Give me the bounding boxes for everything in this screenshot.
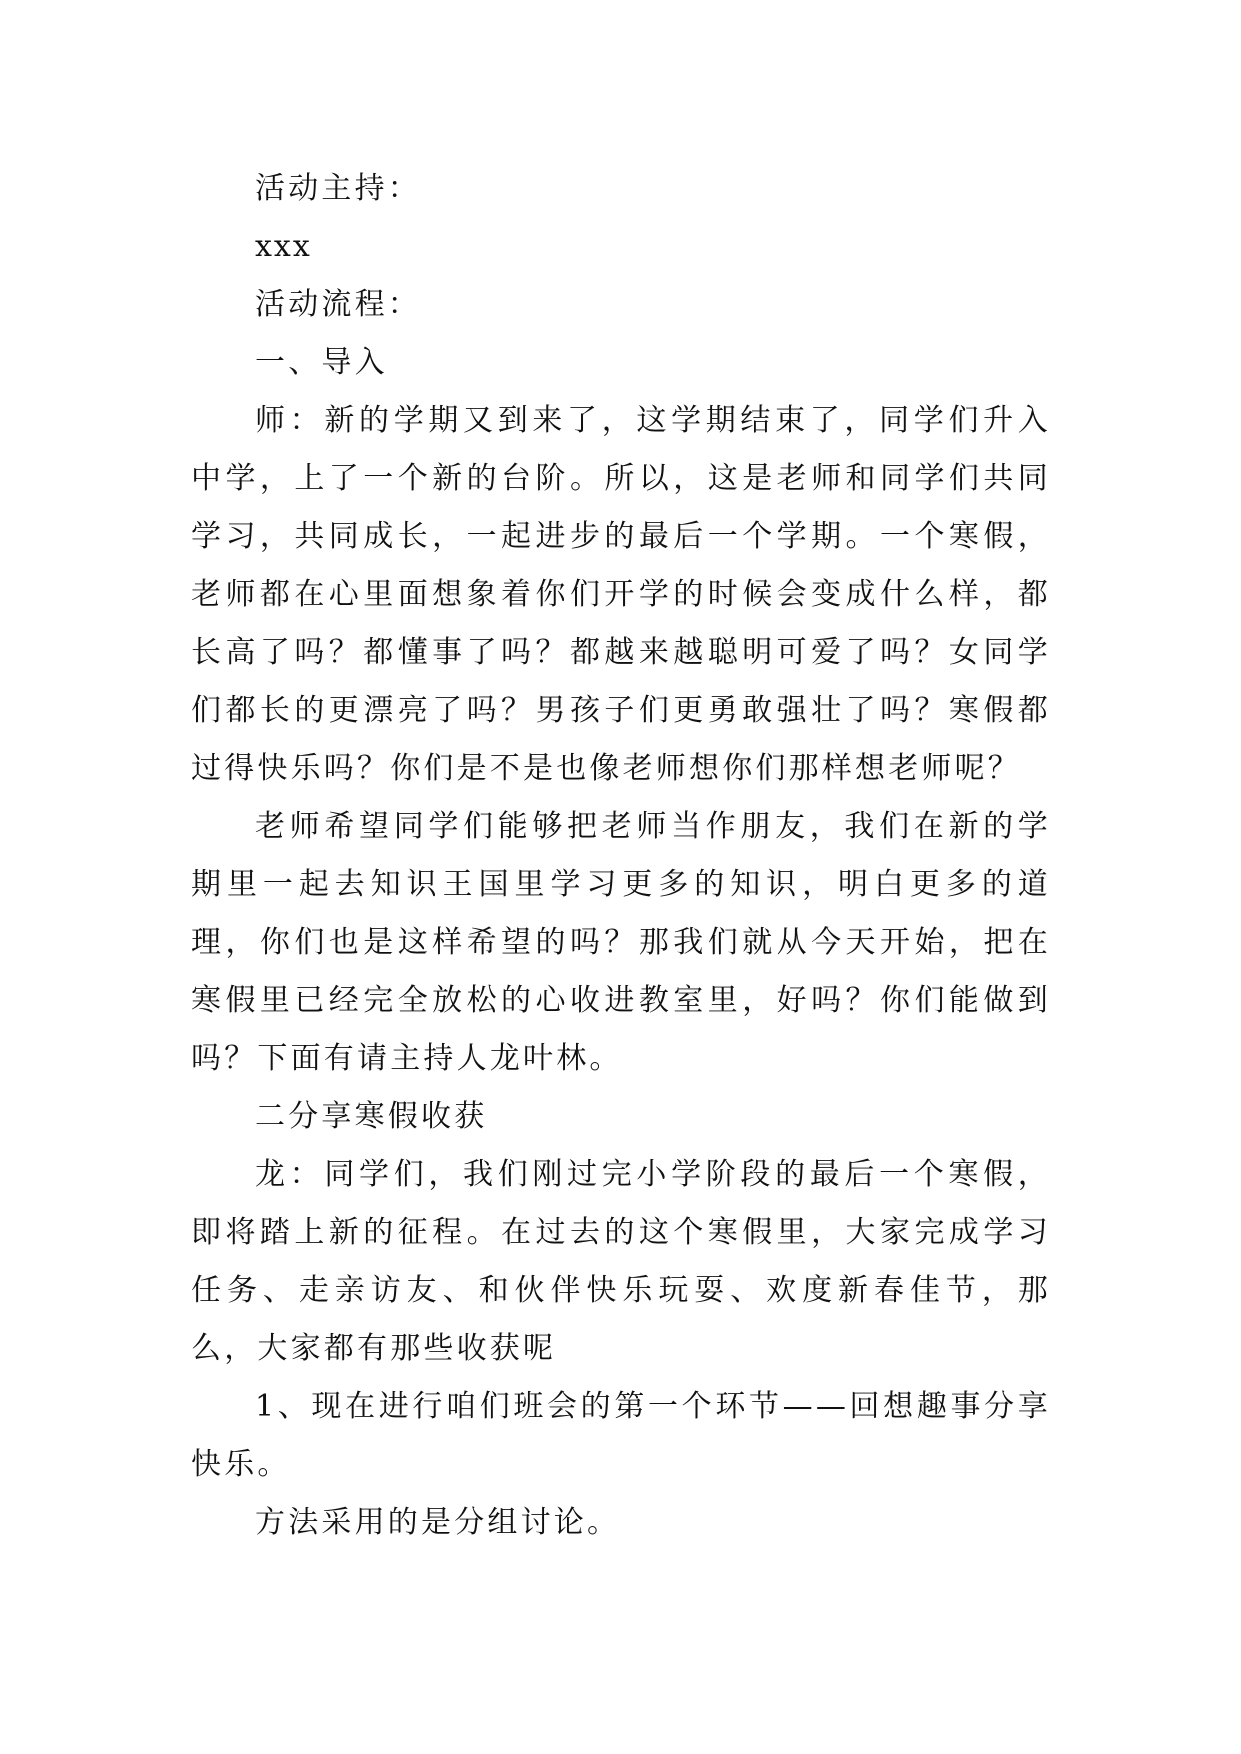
paragraph-host-name: xxx <box>255 229 312 264</box>
document-body <box>191 160 1051 1552</box>
paragraph-section-share: 二分享寒假收获 <box>255 1099 488 1134</box>
paragraph-step-one: 1、现在进行咱们班会的第一个环节——回想趣事分享快乐。 <box>191 1389 1051 1482</box>
paragraph-teacher-intro: 师：新的学期又到来了，这学期结束了，同学们升入中学，上了一个新的台阶。所以，这是老师和同学们共同学习，共同成长，一起进步的最后一个学期。一个寒假，老师都在心里面想象着你们开学的时候会变成什么样，都长高了吗？都懂事了吗？都越来越聪明可爱了吗？女同学们都长的更漂亮了吗？男孩子们更勇敢强壮了吗？寒假都过得快乐吗？你们是不是也像老师想你们那样想老师呢？ <box>191 403 1051 786</box>
paragraph-process-label: 活动流程： <box>255 287 421 322</box>
paragraph-teacher-hope: 老师希望同学们能够把老师当作朋友，我们在新的学期里一起去知识王国里学习更多的知识，明白更多的道理，你们也是这样希望的吗？那我们就从今天开始，把在寒假里已经完全放松的心收进教室里，好吗？你们能做到吗？下面有请主持人龙叶林。 <box>191 809 1051 1076</box>
paragraph-method: 方法采用的是分组讨论。 <box>255 1505 621 1540</box>
paragraph-host-label: 活动主持： <box>255 171 421 206</box>
paragraph-section-intro: 一、导入 <box>255 345 388 380</box>
paragraph-host-speech: 龙：同学们，我们刚过完小学阶段的最后一个寒假，即将踏上新的征程。在过去的这个寒假里，大家完成学习任务、走亲访友、和伙伴快乐玩耍、欢度新春佳节，那么，大家都有那些收获呢 <box>191 1157 1051 1366</box>
